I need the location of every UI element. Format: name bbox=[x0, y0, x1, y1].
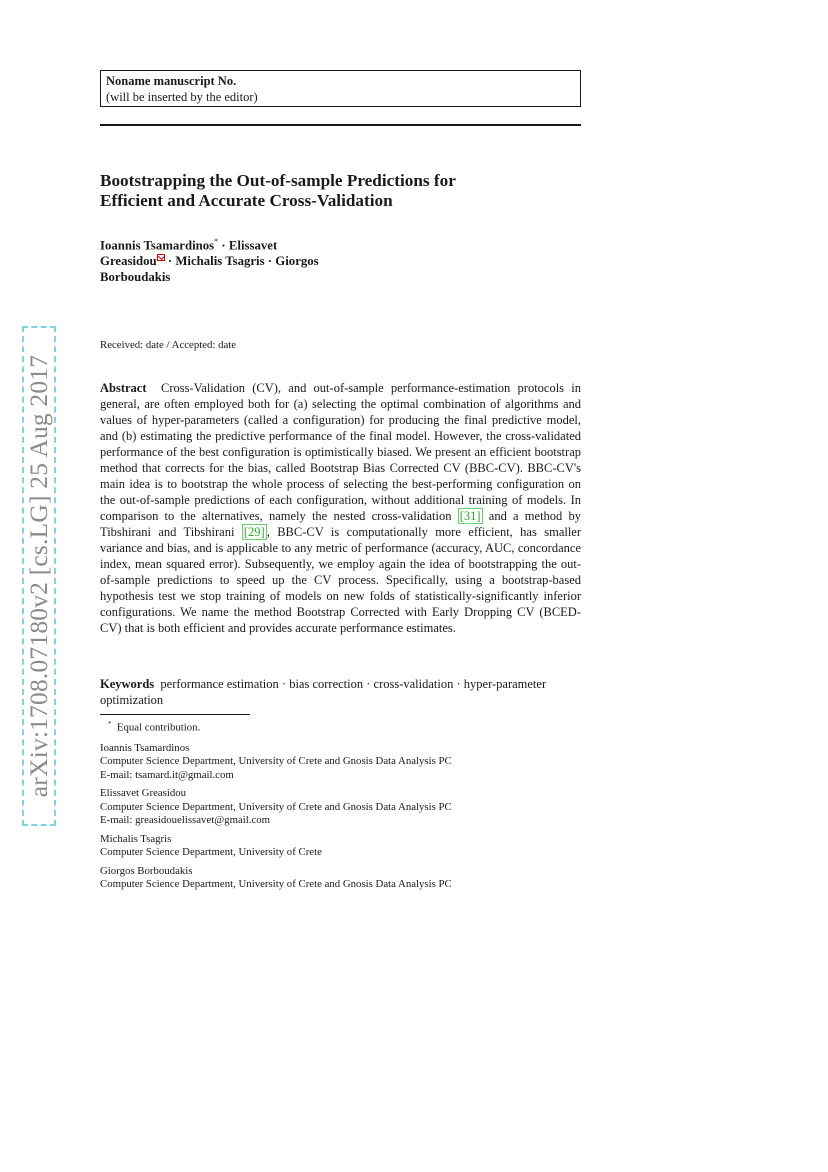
author-separator: · bbox=[267, 254, 273, 269]
author-2-first: Elissavet bbox=[228, 238, 278, 253]
author-separator: · bbox=[167, 254, 173, 269]
author-4-first: Giorgos bbox=[275, 254, 319, 269]
affiliation bbox=[100, 833, 581, 860]
affiliation-dept: Computer Science Department, University of Crete and Gnosis Data Analysis PC bbox=[100, 755, 452, 768]
citation-link[interactable]: [29] bbox=[243, 525, 265, 539]
abstract-text-3: , BBC-CV is computationally more efficient, has smaller variance and bias, and is applicable to any metric of performance (accuracy, AUC, concordance index, mean squared error). Subsequently, we employ again the idea of bootstrapping the out-of-sample predictions to speed up the CV process. Specifically, using a bootstrap-based hypothesis test we stop training of models on new folds of statistically-significantly inferior configurations. We name the method Bootstrap Corrected with Early Dropping CV (BCED-CV) that is both efficient and provides accurate performance estimates. bbox=[100, 525, 582, 635]
paper-title-line-2: Efficient and Accurate Cross-Validation bbox=[100, 191, 393, 210]
abstract-text-1: Cross-Validation (CV), and out-of-sample performance-estimation protocols in general, are often employed both for (a) selecting the optimal combination of algorithms and values of hyper-parameters (called a configuration) for producing the final predictive model, and (b) estimating the predictive performance of the final model. However, the cross-validated performance of the best configuration is optimistically biased. We present an efficient bootstrap method that corrects for the bias, called Bootstrap Bias Corrected CV (BBC-CV). BBC-CV's main idea is to bootstrap the whole process of selecting the best-performing configuration on the out-of-sample predictions of each configuration, without additional training of models. In comparison to the alternatives, namely the nested cross-validation bbox=[100, 381, 582, 523]
author-list bbox=[100, 234, 400, 285]
abstract-label: Abstract bbox=[100, 381, 147, 395]
affiliation-name: Ioannis Tsamardinos bbox=[100, 742, 190, 754]
affiliation bbox=[100, 865, 581, 892]
affiliation-email[interactable]: E-mail: greasidouelissavet@gmail.com bbox=[100, 814, 271, 827]
paper-title-line-1: Bootstrapping the Out-of-sample Predictions for bbox=[100, 171, 456, 190]
affiliation-email[interactable]: E-mail: tsamard.it@gmail.com bbox=[100, 768, 234, 781]
footnote-mark: * bbox=[108, 720, 112, 728]
arxiv-stamp-text: arXiv:1708.07180v2 [cs.LG] 25 Aug 2017 bbox=[24, 354, 53, 798]
keywords-text: performance estimation · bias correction · cross-validation · hyper-parameter optimization bbox=[100, 677, 547, 707]
author-1: Ioannis Tsamardinos bbox=[100, 238, 215, 253]
manuscript-box bbox=[100, 70, 581, 107]
author-2-last: Greasidou bbox=[100, 254, 157, 269]
citation-link[interactable]: [31] bbox=[459, 509, 481, 523]
abstract-text-2: and a method by Tibshirani and Tibshirani bbox=[100, 509, 582, 539]
author-separator: · bbox=[221, 238, 226, 253]
footnote-rule bbox=[100, 714, 250, 715]
affiliation-name: Giorgos Borboudakis bbox=[100, 865, 193, 878]
affiliation-dept: Computer Science Department, University of Crete and Gnosis Data Analysis PC bbox=[100, 878, 452, 891]
author-3: Michalis Tsagris bbox=[175, 254, 265, 269]
title-rule bbox=[100, 124, 581, 126]
manuscript-note: (will be inserted by the editor) bbox=[106, 90, 258, 104]
keywords-label: Keywords bbox=[100, 677, 155, 691]
affiliation-dept: Computer Science Department, University of Crete and Gnosis Data Analysis PC bbox=[100, 800, 452, 813]
affiliation-name: Michalis Tsagris bbox=[100, 832, 172, 845]
manuscript-title: Noname manuscript No. bbox=[106, 74, 237, 88]
affiliation-name: Elissavet Greasidou bbox=[100, 787, 187, 800]
arxiv-stamp bbox=[22, 326, 56, 826]
received-line: Received: date / Accepted: date bbox=[100, 339, 237, 351]
footnote-text: Equal contribution. bbox=[116, 721, 201, 734]
author-1-mark: * bbox=[214, 237, 219, 246]
footnote bbox=[108, 720, 200, 734]
affiliation-dept: Computer Science Department, University of Crete bbox=[100, 846, 322, 859]
author-4-last: Borboudakis bbox=[100, 270, 171, 285]
keywords bbox=[100, 676, 581, 708]
mail-icon[interactable] bbox=[157, 254, 165, 261]
affiliation bbox=[100, 742, 581, 782]
abstract bbox=[100, 380, 581, 636]
paper-title bbox=[100, 171, 581, 211]
affiliations bbox=[100, 742, 581, 897]
affiliation bbox=[100, 787, 581, 827]
